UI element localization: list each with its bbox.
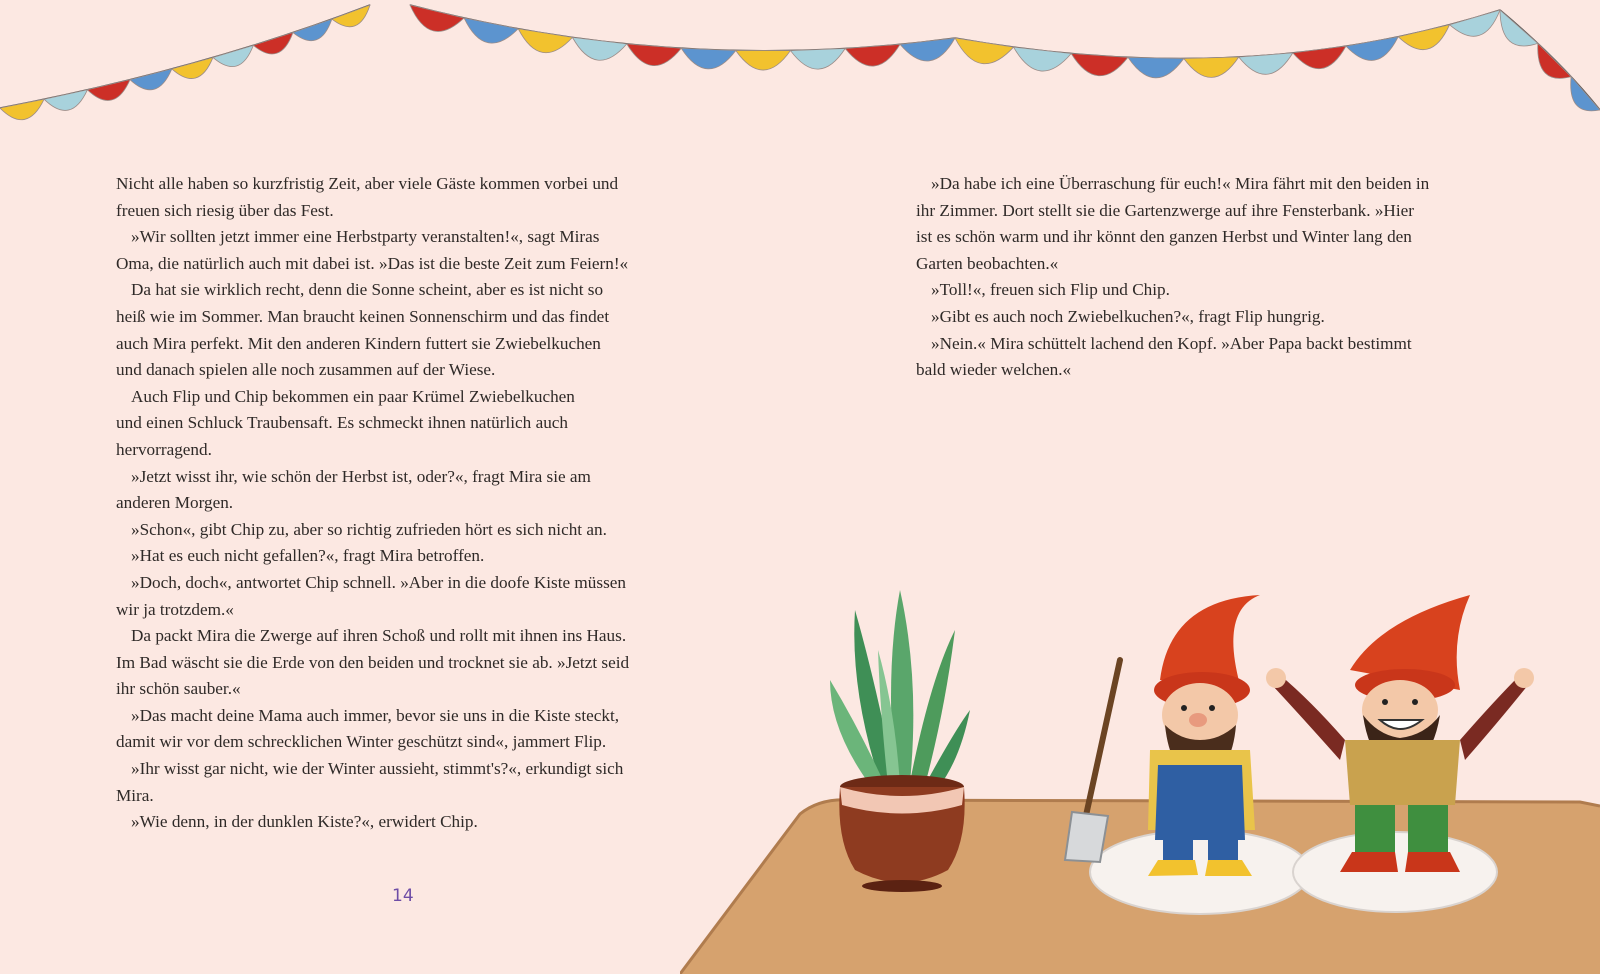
right_page-line: »Da habe ich eine Überraschung für euch!« Mira fährt mit den beiden in: [931, 174, 1430, 193]
right_page-line: »Toll!«, freuen sich Flip und Chip.: [931, 280, 1170, 300]
bunting-pennant: [900, 38, 955, 61]
left_page-line: »Das macht deine Mama auch immer, bevor sie uns in die Kiste steckt,: [131, 705, 620, 725]
bunting-pennant: [87, 80, 130, 101]
left_page-line: heiß wie im Sommer. Man braucht keinen Sonnenschirm und das findet: [116, 306, 610, 326]
right_page-line: Garten beobachten.«: [916, 253, 1059, 273]
left_page-line: Oma, die natürlich auch mit dabei ist. »Das ist die beste Zeit zum Feiern!«: [116, 253, 629, 273]
left_page-line: auch Mira perfekt. Mit den anderen Kindern futtert sie Zwiebelkuchen: [116, 333, 601, 353]
bunting-pennant: [1293, 46, 1346, 69]
bunting-pennant: [332, 5, 370, 27]
bunting-pennant: [44, 90, 87, 111]
bunting-pennant: [1571, 77, 1600, 111]
left_page-line: »Doch, doch«, antwortet Chip schnell. »Aber in die doofe Kiste müssen: [131, 572, 626, 592]
bunting-pennant: [464, 18, 518, 43]
left_page-line: hervorragend.: [116, 439, 212, 459]
left_page-line: Da hat sie wirklich recht, denn die Sonne scheint, aber es ist nicht so: [131, 280, 604, 300]
bunting-pennant: [253, 33, 293, 54]
bunting-pennant: [1014, 47, 1072, 71]
bunting-pennant: [1398, 25, 1449, 50]
gnome-flip: [1148, 595, 1260, 876]
bunting-pennant: [845, 44, 900, 66]
right_page-line: ihr Zimmer. Dort stellt sie die Gartenzwerge auf ihre Fensterbank. »Hier: [916, 200, 1414, 220]
right_page-line: »Gibt es auch noch Zwiebelkuchen?«, fragt Flip hungrig.: [931, 306, 1325, 326]
left-page-text: [116, 171, 691, 836]
bunting-pennant: [1239, 53, 1293, 74]
bunting-pennant: [1500, 10, 1538, 46]
left_page-line: »Ihr wisst gar nicht, wie der Winter aussieht, stimmt's?«, erkundigt sich: [131, 759, 624, 779]
doily-left: [1090, 830, 1310, 914]
left_page-line: »Wir sollten jetzt immer eine Herbstparty veranstalten!«, sagt Miras: [131, 227, 600, 247]
left_page-line: »Schon«, gibt Chip zu, aber so richtig zufrieden hört es sich nicht an.: [131, 519, 607, 539]
bunting-pennant: [790, 49, 845, 70]
bunting-pennant: [1184, 57, 1239, 77]
left_page-line: »Jetzt wisst ihr, wie schön der Herbst ist, oder?«, fragt Mira sie am: [131, 466, 591, 486]
left_page-line: und einen Schluck Traubensaft. Es schmeckt ihnen natürlich auch: [116, 413, 569, 433]
bunting-pennant: [1346, 37, 1398, 61]
bunting-pennant: [410, 5, 464, 31]
left_page-line: damit wir vor dem schrecklichen Winter geschützt sind«, jammert Flip.: [116, 732, 607, 752]
bunting-pennant: [1450, 10, 1500, 36]
right-page-text: [916, 171, 1516, 384]
gnome-illustration: [680, 590, 1600, 974]
bunting-pennant: [1538, 43, 1571, 78]
bunting-pennant: [518, 29, 572, 53]
plant-icon: [830, 590, 970, 788]
left_page-line: »Wie denn, in der dunklen Kiste?«, erwidert Chip.: [131, 812, 478, 832]
bunting-pennant: [955, 38, 1014, 64]
left_page-line: Da packt Mira die Zwerge auf ihren Schoß und rollt mit ihnen ins Haus.: [131, 626, 627, 646]
bunting-pennant: [572, 37, 626, 60]
right_page-line: »Nein.« Mira schüttelt lachend den Kopf. »Aber Papa backt bestimmt: [931, 333, 1412, 353]
left_page-line: Auch Flip und Chip bekommen ein paar Krümel Zwiebelkuchen: [131, 386, 575, 406]
bunting-pennant: [736, 50, 791, 70]
bunting-pennant: [681, 48, 736, 69]
bunting-string: [0, 5, 370, 108]
bunting-pennant: [0, 99, 44, 120]
left_page-line: ihr schön sauber.«: [116, 679, 241, 699]
left_page-line: wir ja trotzdem.«: [116, 599, 234, 619]
left_page-line: Im Bad wäscht sie die Erde von den beiden und trocknet sie ab. »Jetzt seid: [116, 652, 630, 672]
left_page-line: Nicht alle haben so kurzfristig Zeit, aber viele Gäste kommen vorbei und: [116, 174, 619, 193]
bunting-pennant: [1071, 54, 1128, 76]
bunting-pennant: [172, 57, 213, 78]
left_page-line: und danach spielen alle noch zusammen auf der Wiese.: [116, 360, 496, 380]
page-number: 14: [392, 886, 414, 906]
left_page-line: »Hat es euch nicht gefallen?«, fragt Mira betroffen.: [131, 546, 485, 566]
left_page-line: Mira.: [116, 785, 154, 805]
bunting-pennant: [213, 45, 253, 66]
left_page-line: freuen sich riesig über das Fest.: [116, 200, 334, 220]
left_page-line: anderen Morgen.: [116, 493, 234, 513]
right_page-line: ist es schön warm und ihr könnt den ganzen Herbst und Winter lang den: [916, 227, 1412, 247]
bunting-pennant: [1128, 57, 1184, 78]
bunting-garland: [0, 0, 1600, 150]
right_page-line: bald wieder welchen.«: [916, 360, 1072, 380]
bunting-pennant: [130, 69, 172, 90]
